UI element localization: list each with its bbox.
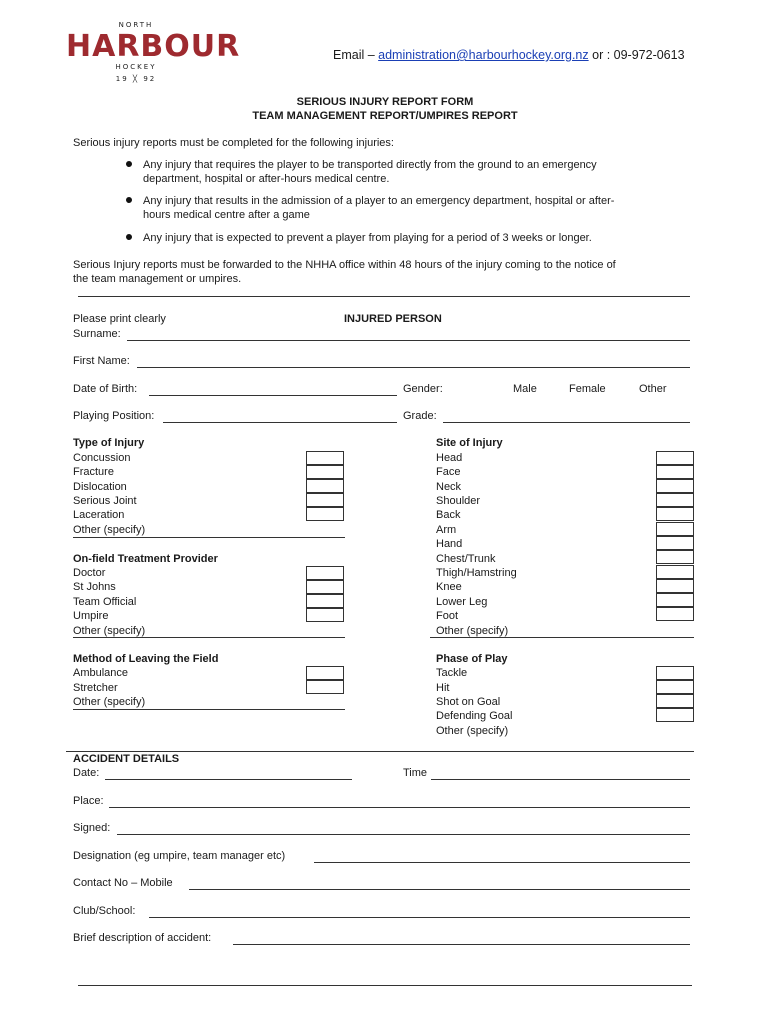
- checkbox[interactable]: [656, 680, 694, 694]
- provider-other-field[interactable]: [73, 637, 345, 638]
- site-item: Head: [436, 452, 463, 464]
- site-item: Neck: [436, 481, 462, 493]
- form-subtitle: TEAM MANAGEMENT REPORT/UMPIRES REPORT: [252, 110, 518, 122]
- bullet-1-line-1: Any injury that requires the player to be transported directly from the ground to an emergency: [143, 159, 597, 171]
- forward-note-line-2: the team management or umpires.: [73, 273, 242, 285]
- form-title: SERIOUS INJURY REPORT FORM: [296, 96, 474, 108]
- checkbox[interactable]: [306, 493, 344, 507]
- injury-type-item: Fracture: [73, 466, 114, 478]
- gender-option-male[interactable]: Male: [513, 383, 537, 395]
- dob-label: Date of Birth:: [73, 383, 138, 395]
- logo-est-text: 19 ╳ 92: [115, 75, 157, 83]
- checkbox[interactable]: [306, 666, 344, 680]
- dob-field[interactable]: [149, 395, 397, 396]
- signed-label: Signed:: [73, 822, 111, 834]
- checkbox[interactable]: [656, 666, 694, 680]
- checkbox[interactable]: [656, 579, 694, 593]
- bullet-dot: [126, 234, 132, 240]
- checkbox[interactable]: [306, 580, 344, 594]
- contact-header: [333, 48, 685, 62]
- accident-date-label: Date:: [73, 767, 100, 779]
- checkbox[interactable]: [306, 566, 344, 580]
- leaving-item: Stretcher: [73, 682, 118, 694]
- logo-top-text: NORTH: [118, 21, 154, 29]
- club-field[interactable]: [149, 917, 690, 918]
- checkbox[interactable]: [656, 607, 694, 621]
- separator-line: [78, 296, 690, 297]
- treatment-provider-heading: On-field Treatment Provider: [73, 553, 218, 565]
- bullet-3-line-1: Any injury that is expected to prevent a player from playing for a period of 3 weeks or longer.: [143, 232, 592, 244]
- provider-item: Other (specify): [73, 625, 146, 637]
- checkbox[interactable]: [656, 465, 694, 479]
- phase-item: Hit: [436, 682, 450, 694]
- intro-text: Serious injury reports must be completed for the following injuries:: [73, 137, 394, 149]
- gender-option-other[interactable]: Other: [639, 383, 667, 395]
- leaving-item: Other (specify): [73, 696, 146, 708]
- accident-time-field[interactable]: [431, 779, 690, 780]
- logo-wordmark: HARBOUR: [66, 29, 241, 64]
- contact-label: Contact No – Mobile: [73, 877, 173, 889]
- section-divider: [66, 751, 694, 752]
- bullet-dot: [126, 161, 132, 167]
- forward-note-line-1: Serious Injury reports must be forwarded to the NHHA office within 48 hours of the injury coming to the notice of: [73, 259, 616, 271]
- description-label: Brief description of accident:: [73, 932, 212, 944]
- checkbox[interactable]: [656, 536, 694, 550]
- checkbox[interactable]: [656, 451, 694, 465]
- bullet-2-line-1: Any injury that results in the admission of a player to an emergency department, hospital or after-: [143, 195, 615, 207]
- provider-item: St Johns: [73, 581, 116, 593]
- checkbox[interactable]: [306, 594, 344, 608]
- checkbox[interactable]: [656, 694, 694, 708]
- phase-item: Other (specify): [436, 725, 509, 737]
- site-other-field[interactable]: [430, 637, 694, 638]
- leaving-item: Ambulance: [73, 667, 129, 679]
- checkbox[interactable]: [306, 680, 344, 694]
- gender-label: Gender:: [403, 383, 443, 395]
- leaving-other-field[interactable]: [73, 709, 345, 710]
- checkbox[interactable]: [656, 550, 694, 564]
- checkbox[interactable]: [306, 451, 344, 465]
- injury-type-item: Laceration: [73, 509, 125, 521]
- place-label: Place:: [73, 795, 104, 807]
- logo-sub-text: HOCKEY: [115, 63, 157, 71]
- print-clearly-note: Please print clearly: [73, 313, 166, 325]
- grade-label: Grade:: [403, 410, 437, 422]
- injury-type-other-field[interactable]: [73, 537, 345, 538]
- checkbox[interactable]: [306, 479, 344, 493]
- checkbox[interactable]: [306, 465, 344, 479]
- description-field-continued[interactable]: [78, 985, 692, 986]
- site-item: Shoulder: [436, 495, 481, 507]
- checkbox[interactable]: [656, 522, 694, 536]
- description-field[interactable]: [233, 944, 690, 945]
- position-label: Playing Position:: [73, 410, 155, 422]
- accident-time-label: Time: [403, 767, 428, 779]
- signed-field[interactable]: [117, 834, 690, 835]
- first-name-field[interactable]: [137, 367, 690, 368]
- checkbox[interactable]: [656, 493, 694, 507]
- contact-field[interactable]: [189, 889, 690, 890]
- club-label: Club/School:: [73, 905, 136, 917]
- surname-label: Surname:: [73, 328, 121, 340]
- checkbox[interactable]: [656, 507, 694, 521]
- site-of-injury-heading: Site of Injury: [436, 437, 503, 449]
- leaving-field-heading: Method of Leaving the Field: [73, 653, 219, 665]
- email-link[interactable]: administration@harbourhockey.org.nz: [378, 48, 589, 62]
- checkbox[interactable]: [656, 708, 694, 722]
- phase-item: Shot on Goal: [436, 696, 501, 708]
- injury-type-item: Concussion: [73, 452, 131, 464]
- site-item: Back: [436, 509, 461, 521]
- provider-item: Team Official: [73, 596, 137, 608]
- accident-details-heading: ACCIDENT DETAILS: [73, 753, 180, 765]
- site-item: Face: [436, 466, 461, 478]
- grade-field[interactable]: [443, 422, 690, 423]
- site-item: Lower Leg: [436, 596, 488, 608]
- checkbox[interactable]: [656, 479, 694, 493]
- first-name-label: First Name:: [73, 355, 130, 367]
- email-label: Email –: [333, 48, 379, 62]
- phase-item: Defending Goal: [436, 710, 513, 722]
- site-item: Knee: [436, 581, 462, 593]
- checkbox[interactable]: [656, 565, 694, 579]
- checkbox[interactable]: [656, 593, 694, 607]
- phase-of-play-heading: Phase of Play: [436, 653, 508, 665]
- phase-item: Tackle: [436, 667, 468, 679]
- site-item: Arm: [436, 524, 457, 536]
- bullet-dot: [126, 197, 132, 203]
- phone-text: or : 09-972-0613: [588, 48, 685, 62]
- designation-label: Designation (eg umpire, team manager etc): [73, 850, 286, 862]
- site-item: Other (specify): [436, 625, 509, 637]
- place-field[interactable]: [109, 807, 690, 808]
- checkbox[interactable]: [306, 507, 344, 521]
- position-field[interactable]: [163, 422, 397, 423]
- accident-date-field[interactable]: [105, 779, 352, 780]
- site-item: Chest/Trunk: [436, 553, 496, 565]
- type-of-injury-heading: Type of Injury: [73, 437, 145, 449]
- surname-field[interactable]: [127, 340, 690, 341]
- site-item: Thigh/Hamstring: [436, 567, 517, 579]
- site-item: Foot: [436, 610, 459, 622]
- checkbox[interactable]: [306, 608, 344, 622]
- injury-type-item: Serious Joint: [73, 495, 137, 507]
- injury-type-item: Other (specify): [73, 524, 146, 536]
- injury-type-item: Dislocation: [73, 481, 127, 493]
- provider-item: Umpire: [73, 610, 109, 622]
- site-item: Hand: [436, 538, 463, 550]
- designation-field[interactable]: [314, 862, 690, 863]
- provider-item: Doctor: [73, 567, 106, 579]
- injured-person-heading: INJURED PERSON: [344, 313, 442, 325]
- gender-option-female[interactable]: Female: [569, 383, 606, 395]
- bullet-1-line-2: department, hospital or after-hours medical centre.: [143, 173, 390, 185]
- bullet-2-line-2: hours medical centre after a game: [143, 209, 310, 221]
